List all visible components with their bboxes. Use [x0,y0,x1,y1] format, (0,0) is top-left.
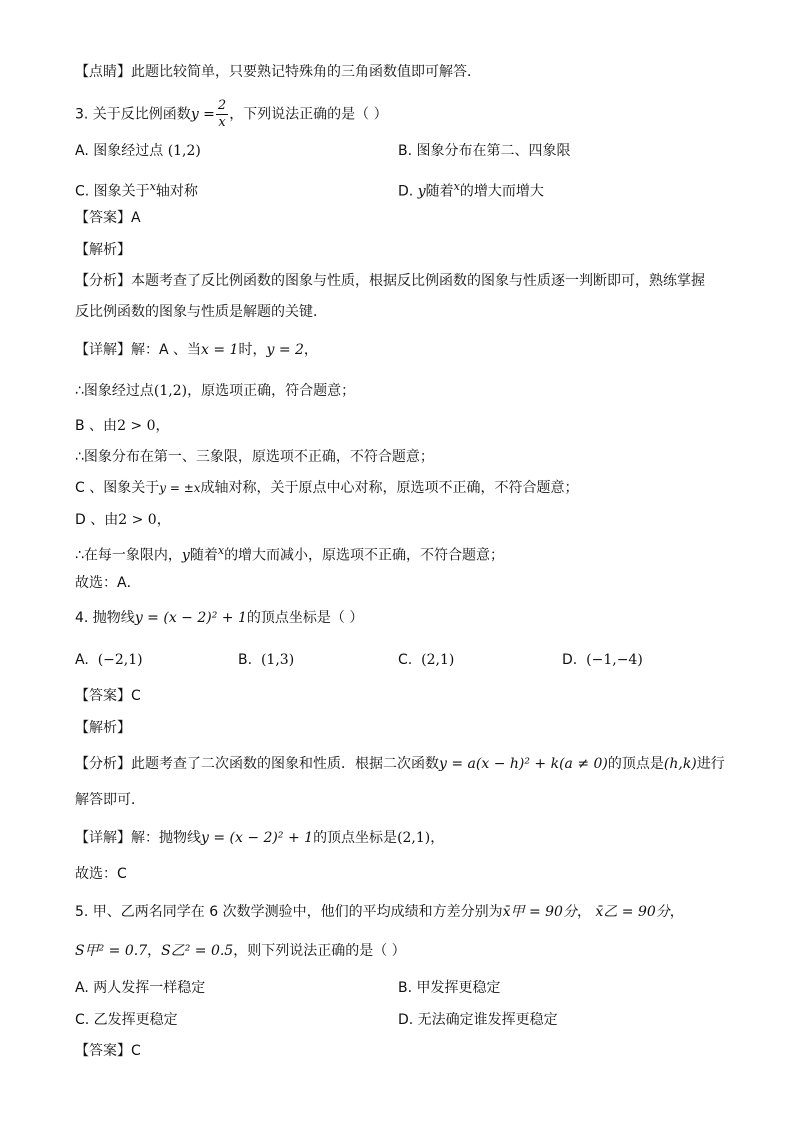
q3-detail-d-conc-text: ∴在每一象限内， [75,547,182,564]
q3-choose: 故选：A． [75,575,141,591]
q3-stem-tail: ，下列说法正确的是（ ） [229,106,388,123]
q3-detail-d-tail: ， [156,512,171,528]
q4-detail-parabola: y = (x − 2)² + 1 [201,830,314,846]
dianjing-note: 【点睛】此题比较简单，只要熟记特殊角的三角函数值即可解答． [75,64,481,80]
q3-option-c-x: x [149,180,156,193]
q4-stem-tail: 的顶点坐标是（ ） [246,610,364,626]
q4-parabola: y = (x − 2)² + 1 [134,610,247,626]
q5-mean-yi: x̄乙 = 90分 [595,904,670,920]
q3-detail-c-tail: 成轴对称，关于原点中心对称，原选项不正确，不符合题意； [200,480,579,496]
q4-option-d-value: (−1,−4) [586,652,643,668]
q3-detail-d-mid: 随着 [189,547,218,564]
q4-stem: 4. 抛物线 [75,610,135,626]
q4-option-b-value: (1,3) [260,652,295,668]
q3-detail-d-conc-tail: 的增大而减小，原选项不正确，不符合题意； [224,547,505,564]
q3-detail-a-conc-tail: ，原选项正确，符合题意； [187,383,356,399]
q4-detail [75,828,444,848]
q5-option-c: C. 乙发挥更稳定 [75,1012,178,1028]
q5-var-yi: S乙² = 0.5 [161,943,234,959]
q3-detail-d [75,510,171,530]
q3-detail-a [75,340,318,360]
question-5-line-1 [75,902,684,922]
q5-stem-sep: ， [576,904,591,920]
q3-detail-a-tail: ， [303,342,318,358]
q4-detail-point: (2,1) [397,830,431,846]
q3-detail-a-mid: 时， [238,342,267,358]
q3-analysis-line-2: 反比例函数的图象与性质是解题的关键． [75,304,327,320]
q4-analysis-text: 【分析】此题考查了二次函数的图象和性质．根据二次函数 [75,756,439,772]
q3-detail-a-conc-text: ∴图象经过点 [75,383,154,399]
q4-analysis-heading: 【解析】 [75,720,131,736]
q5-mean-jia: x̄甲 = 90分 [502,904,577,920]
q3-detail-a-point: (1,2) [153,383,188,399]
q4-analysis-line-2: 解答即可． [75,792,145,808]
q3-detail-b-tail: ， [155,418,170,434]
q3-answer: 【答案】A [75,210,141,226]
q5-option-a: A. 两人发挥一样稳定 [75,980,206,996]
q4-hk: (h,k) [663,756,697,772]
q3-stem: 3. 关于反比例函数 [75,106,191,123]
q3-option-c-text: C. 图象关于 [75,183,150,200]
q3-detail-d-conclusion [75,541,504,566]
q3-detail-d-text: D 、由 [75,512,119,528]
q3-option-a-point: (1,2) [167,143,201,159]
q3-fraction-numerator: 2 [217,98,227,113]
q3-option-d-label: D. [398,183,418,200]
q4-option-d-label: D. [562,652,578,668]
q3-option-b: B. 图象分布在第二、四象限 [398,143,571,159]
q4-option-b [238,650,294,670]
q4-detail-tail: ， [430,830,445,846]
q5-var-jia: S甲² = 0.7 [75,943,148,959]
q4-detail-mid: 的顶点坐标是 [313,830,398,846]
q4-choose: 故选：C [75,866,127,882]
q4-detail-text: 【详解】解：抛物线 [75,830,201,846]
q3-option-d-mid: 随着 [425,183,454,200]
q3-option-a-text: A. 图象经过点 [75,143,164,159]
q4-analysis-mid: 的顶点是 [607,756,664,772]
q4-option-a [75,650,143,670]
q4-option-a-label: A. [75,652,89,668]
q5-stem: 5. 甲、乙两名同学在 6 次数学测验中，他们的平均成绩和方差分别为 [75,904,503,920]
q3-option-d-y: y [417,183,426,200]
q3-analysis-line-1: 【分析】本题考查了反比例函数的图象与性质，根据反比例函数的图象与性质逐一判断即可，熟练掌握 [75,273,705,289]
q3-detail-c [75,478,579,498]
q4-vertex-form: y = a(x − h)² + k(a ≠ 0) [439,756,608,772]
q5-option-b: B. 甲发挥更稳定 [398,980,501,996]
q3-option-c [75,177,198,202]
q3-detail-b-ineq: 2 > 0 [117,418,156,434]
q5-var-sep: ， [147,943,162,959]
q3-detail-b-text: B 、由 [75,418,118,434]
q3-option-d-tail: 的增大而增大 [459,183,544,200]
question-5-line-2 [75,941,406,961]
q5-stem-sep-2: ， [669,904,684,920]
q3-y-eq: y = [190,106,215,123]
q3-fraction-denominator: x [218,115,226,130]
q3-detail-a-text: 【详解】解：A 、当 [75,342,202,358]
q3-option-c-tail: 轴对称 [155,183,198,200]
q3-analysis-heading: 【解析】 [75,242,131,258]
q4-answer: 【答案】C [75,688,141,704]
q4-option-b-label: B. [238,652,253,668]
q4-analysis-line-1 [75,754,725,774]
q3-detail-b-conclusion: ∴图象分布在第一、三象限，原选项不正确，不符合题意； [75,449,434,465]
q4-option-d [562,650,643,670]
q4-option-c-value: (2,1) [421,652,455,668]
q3-fraction [216,98,228,131]
q3-detail-a-x: x = 1 [201,342,239,358]
question-3 [75,98,388,131]
q5-stem-tail: ，则下列说法正确的是（ ） [233,943,406,959]
q4-option-c-label: C. [398,652,413,668]
q3-detail-d-x: x [217,544,225,557]
q3-detail-d-ineq: 2 > 0 [118,512,157,528]
q4-option-a-value: (−2,1) [97,652,143,668]
q4-analysis-tail: 进行 [696,756,725,772]
q3-option-d-x: x [453,180,460,193]
q3-detail-a-y: y = 2 [266,342,304,358]
q4-option-c [398,650,454,670]
question-4 [75,608,363,628]
q5-answer: 【答案】C [75,1043,141,1059]
q3-detail-a-conclusion [75,381,355,401]
q3-option-d [398,177,544,202]
q3-detail-d-y: y [181,547,190,564]
q3-detail-c-text: C 、图象关于 [75,480,160,496]
q3-option-a [75,141,201,161]
q5-option-d: D. 无法确定谁发挥更稳定 [398,1012,558,1028]
q3-detail-c-axis: y = ±x [159,481,201,495]
q3-detail-b [75,416,170,436]
